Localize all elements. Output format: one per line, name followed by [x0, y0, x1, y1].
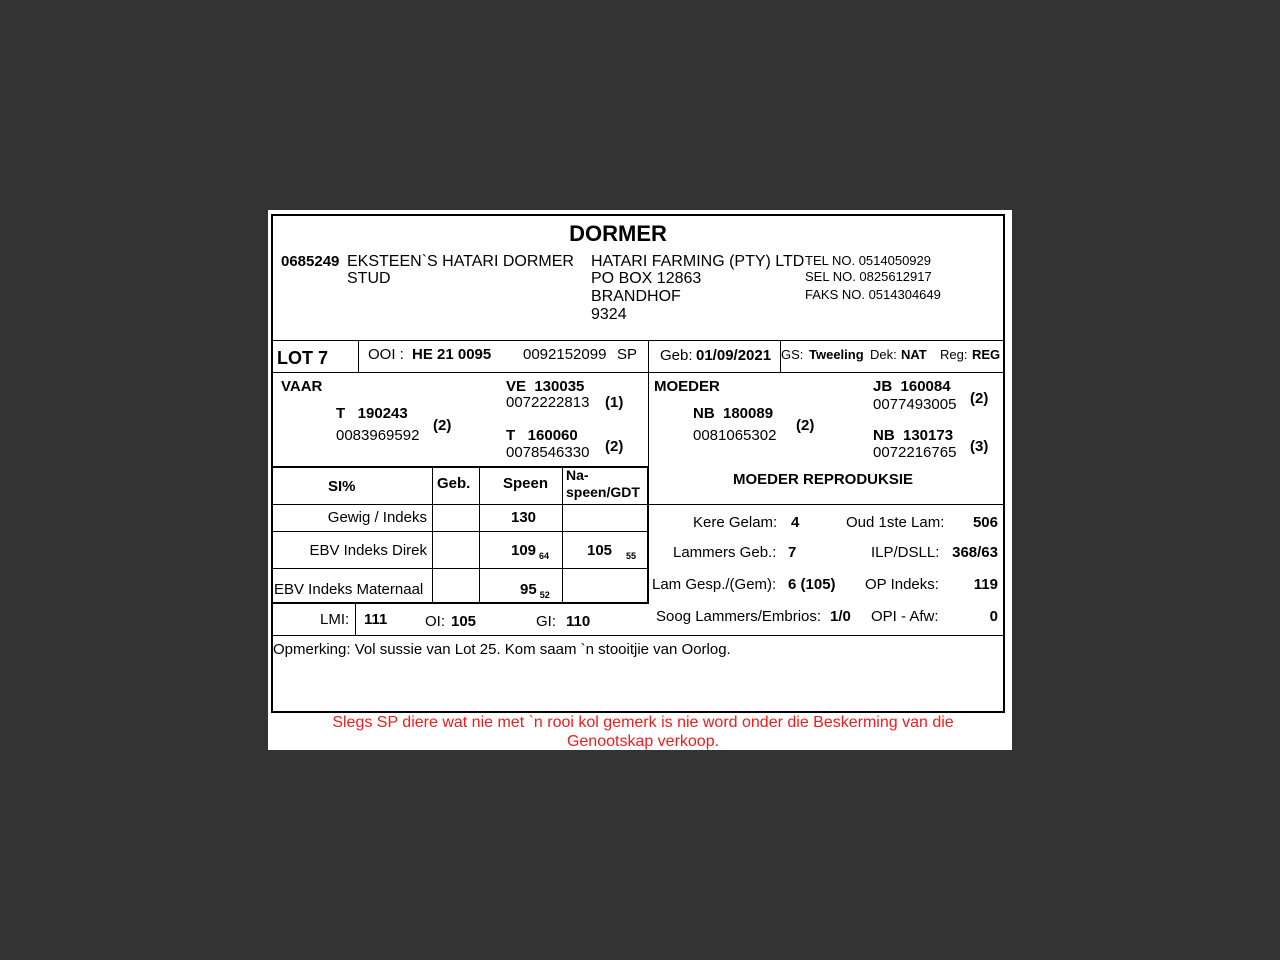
- sire-id: 0083969592: [336, 427, 420, 444]
- si-col-line-geb: [432, 468, 433, 602]
- row-maternaal-label: EBV Indeks Maternaal: [274, 581, 424, 598]
- row-maternaal-speen-accuracy: 52: [539, 590, 550, 600]
- sire-count: (2): [433, 417, 452, 434]
- dek-value: NAT: [901, 347, 927, 362]
- oud-1ste-lam-value: 506: [972, 514, 998, 531]
- lam-gesp-label: Lam Gesp./(Gem):: [652, 576, 777, 593]
- gs-label: GS:: [781, 347, 804, 362]
- si-row-line-3: [273, 568, 648, 569]
- address-line2: BRANDHOF: [591, 288, 681, 305]
- dam-count: (2): [796, 417, 815, 434]
- ilp-dsll-value: 368/63: [952, 544, 998, 561]
- sire-dam-id: 0078546330: [506, 444, 590, 461]
- breeder-number: 0685249: [281, 253, 340, 270]
- opi-afw-value: 0: [989, 608, 998, 625]
- speen-column-header: Speen: [503, 475, 549, 492]
- repro-title-line: [648, 504, 1003, 505]
- footer-notice-line2: Genootskap verkoop.: [566, 733, 720, 750]
- op-indeks-label: OP Indeks:: [865, 576, 939, 593]
- ooi-grade: SP: [617, 346, 638, 363]
- lmi-label: LMI:: [320, 611, 350, 628]
- si-col-line-naspeen: [562, 468, 563, 602]
- repro-title: MOEDER REPRODUKSIE: [732, 471, 914, 488]
- row-maternaal-speen-value: 95: [520, 581, 537, 598]
- divider-remarks: [273, 635, 1003, 636]
- si-row-line-1: [273, 504, 648, 505]
- stud-name-line1: EKSTEEN`S HATARI DORMER: [347, 253, 574, 270]
- kere-gelam-value: 4: [791, 514, 800, 531]
- naspeen-header-line2: speen/GDT: [566, 484, 640, 500]
- gs-value: Tweeling: [809, 347, 864, 362]
- stud-name-line2: STUD: [347, 270, 391, 287]
- tel-number: TEL NO. 0514050929: [805, 253, 931, 268]
- row-direk-naspeen-accuracy: 55: [626, 551, 637, 561]
- si-col-line-speen: [479, 468, 480, 602]
- reg-label: Reg:: [940, 347, 968, 362]
- row-gewig-label: Gewig / Indeks: [327, 509, 427, 526]
- divider-lmi-oi: [355, 604, 356, 635]
- lammers-geb-label: Lammers Geb.:: [673, 544, 777, 561]
- ooi-label: OOI :: [368, 346, 404, 363]
- dam-sire-name: JB 160084: [873, 378, 951, 395]
- sire-name: T 190243: [336, 405, 408, 422]
- ilp-dsll-label: ILP/DSLL:: [871, 544, 940, 561]
- ooi-value: HE 21 0095: [412, 346, 492, 363]
- lmi-value: 111: [364, 611, 388, 628]
- ooi-id-number: 0092152099: [523, 346, 607, 363]
- row-direk-naspeen: [587, 542, 636, 565]
- footer-notice-line1: Slegs SP diere wat nie met `n rooi kol gemerk is nie word onder die Beskerming van die: [332, 714, 954, 731]
- dam-id: 0081065302: [693, 427, 777, 444]
- dam-dam-count: (3): [970, 438, 989, 455]
- row-direk-speen-accuracy: 64: [539, 551, 550, 561]
- dam-name: NB 180089: [693, 405, 774, 422]
- row-direk-naspeen-value: 105: [587, 542, 613, 559]
- geb-value: 01/09/2021: [696, 347, 772, 364]
- divider-lot-ooi: [358, 340, 359, 372]
- oi-value: 105: [451, 613, 477, 630]
- si-row-line-2: [273, 531, 648, 532]
- naspeen-header-line1: Na-: [566, 467, 589, 483]
- gi-label: GI:: [536, 613, 557, 630]
- si-table-bottom: [272, 602, 649, 604]
- sire-sire-id: 0072222813: [506, 394, 590, 411]
- row-direk-speen-value: 109: [511, 542, 537, 559]
- row-direk-speen: [511, 542, 549, 565]
- dam-sire-count: (2): [970, 390, 989, 407]
- divider-ooi-geb: [648, 340, 649, 372]
- dam-dam-name: NB 130173: [873, 427, 954, 444]
- breed-title: DORMER: [569, 221, 667, 246]
- sire-dam-count: (2): [605, 438, 624, 455]
- divider-pedigree: [648, 372, 649, 468]
- address-postcode: 9324: [591, 306, 627, 323]
- dek-label: Dek:: [870, 347, 897, 362]
- row-gewig-speen: 130: [511, 509, 537, 526]
- soog-lammers-value: 1/0: [830, 608, 851, 625]
- divider-lot: [273, 372, 1003, 373]
- sire-sire-name: VE 130035: [506, 378, 585, 395]
- address-line1: PO BOX 12863: [591, 270, 702, 287]
- gi-value: 110: [566, 613, 591, 630]
- sel-number: SEL NO. 0825612917: [805, 269, 932, 284]
- divider-header: [273, 340, 1003, 341]
- row-direk-label: EBV Indeks Direk: [309, 542, 427, 559]
- remarks-text: Opmerking: Vol sussie van Lot 25. Kom saam `n stooitjie van Oorlog.: [273, 641, 731, 658]
- sire-sire-count: (1): [605, 394, 624, 411]
- geb-column-header: Geb.: [437, 475, 471, 492]
- op-indeks-value: 119: [973, 576, 998, 593]
- si-header: SI%: [328, 478, 356, 495]
- lot-card: [268, 210, 1012, 750]
- lammers-geb-value: 7: [788, 544, 797, 561]
- geb-label: Geb:: [660, 347, 693, 364]
- reg-value: REG: [972, 347, 1001, 362]
- lot-number: LOT 7: [277, 348, 329, 368]
- opi-afw-label: OPI - Afw:: [871, 608, 939, 625]
- vaar-label: VAAR: [281, 378, 323, 395]
- moeder-label: MOEDER: [654, 378, 720, 395]
- sire-dam-name: T 160060: [506, 427, 578, 444]
- soog-lammers-label: Soog Lammers/Embrios:: [656, 608, 822, 625]
- oud-1ste-lam-label: Oud 1ste Lam:: [846, 514, 945, 531]
- dam-dam-id: 0072216765: [873, 444, 957, 461]
- faks-number: FAKS NO. 0514304649: [805, 287, 941, 302]
- farm-name: HATARI FARMING (PTY) LTD: [591, 253, 805, 270]
- si-table-top: [272, 466, 649, 468]
- kere-gelam-label: Kere Gelam:: [693, 514, 778, 531]
- oi-label: OI:: [425, 613, 446, 630]
- dam-sire-id: 0077493005: [873, 396, 957, 413]
- row-maternaal-speen: [520, 581, 550, 604]
- lam-gesp-value: 6 (105): [788, 576, 836, 593]
